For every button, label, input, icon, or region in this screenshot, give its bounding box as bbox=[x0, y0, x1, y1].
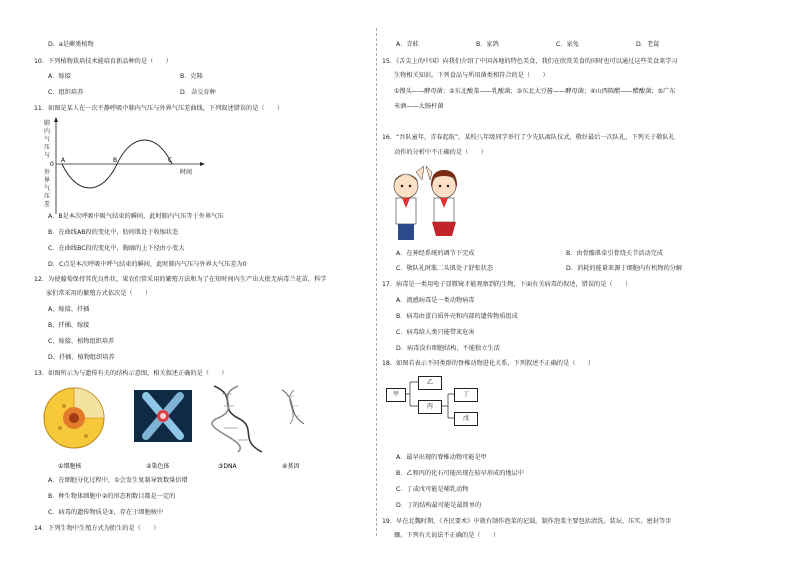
q12-option-a: A、嫁接、扦插 bbox=[48, 306, 90, 313]
ylabel-char: 气 bbox=[44, 136, 51, 143]
q11-pressure-curve-diagram bbox=[42, 116, 212, 218]
ylabel-char: 界 bbox=[44, 177, 51, 184]
q10-option-c: C．组织培养 bbox=[48, 89, 84, 96]
q15-stem-line1: 15．《舌尖上的中国》向我们介绍了中国各地的特色美食，我们在欣赏美食的同时也可以通过这些美食来学习 bbox=[382, 58, 678, 65]
q16-stem-line2: 动作的分析中不正确的是（ ） bbox=[394, 149, 487, 156]
q14-options bbox=[396, 41, 716, 49]
q18-option-a: A．最早出现的脊椎动物可能是甲 bbox=[396, 454, 487, 461]
q11-point-c: C bbox=[168, 157, 173, 164]
q11-axis-y-arrow bbox=[54, 117, 58, 122]
ylabel-char: 与 bbox=[44, 152, 51, 159]
q13-caption-dna: ③DNA bbox=[218, 463, 237, 470]
node-wu: 戊 bbox=[454, 412, 478, 426]
node-jia: 甲 bbox=[386, 388, 406, 402]
q11-point-b: B bbox=[113, 157, 118, 164]
ylabel-char: 压 bbox=[44, 144, 51, 151]
q17-stem: 17．病毒是一类用电子显微镜才能观察到的生物，下面有关病毒的叙述，错误的是（ ） bbox=[382, 281, 632, 288]
q11-option-d: D．C点是本次呼吸中呼气结束的瞬间，此时肺内气压与外界大气压差为0 bbox=[48, 261, 247, 268]
q11-option-b: B．在曲线AB段的变化中，肋间肌处于收缩状态 bbox=[48, 229, 179, 236]
q10-option-b: B．克隆 bbox=[180, 73, 203, 80]
q16-row1 bbox=[396, 250, 663, 258]
q18-evolution-tree bbox=[386, 374, 496, 450]
q13-stem: 13．如图所示为与遗传有关的结构示意图，相关叙述正确的是（ ） bbox=[34, 370, 228, 377]
q13-option-a: A．在细胞分化过程中，①会发生复制导致数量倍增 bbox=[48, 477, 188, 484]
cell-nucleus-illustration bbox=[44, 388, 104, 448]
q11-zero-label: 0 bbox=[50, 161, 54, 168]
q17-option-a: A．流感病毒是一类动物病毒 bbox=[396, 297, 475, 304]
ylabel-char: 差 bbox=[44, 201, 51, 208]
q16-option-b: B．由骨骼肌牵引骨绕关节活动完成 bbox=[566, 250, 664, 257]
q16-row2 bbox=[396, 265, 682, 273]
q12-stem-line2: 家们常采用的繁殖方式依次是（ ） bbox=[46, 290, 152, 297]
q14-option-c: C．家兔 bbox=[556, 41, 579, 48]
q10-option-d: D．杂交育种 bbox=[180, 89, 216, 96]
q13-caption-gene: ④基因 bbox=[282, 463, 300, 470]
q14-option-a: A．青蛙 bbox=[396, 41, 419, 48]
ylabel-char: 气 bbox=[44, 185, 51, 192]
q12-stem-line1: 12．为使葡萄保持其优良性状，果农们常采用的繁殖方法和为了在短时间内生产出大批无病毒兰花苗，科学 bbox=[34, 276, 327, 283]
q13-option-c: C．病毒的遗传物质是③，存在于细胞核中 bbox=[48, 509, 164, 516]
q13-caption-nucleus: ①细胞核 bbox=[58, 463, 82, 470]
node-yi: 乙 bbox=[418, 376, 442, 390]
q16-salute-illustration bbox=[386, 164, 466, 244]
q10-option-a: A．嫁接 bbox=[48, 73, 71, 80]
q11-option-c: C．在曲线BC段的变化中，胸廓的上下径由小变大 bbox=[48, 245, 185, 252]
q14-option-b: B．家鸽 bbox=[476, 41, 499, 48]
node-bing: 丙 bbox=[418, 400, 442, 414]
q11-stem: 11．如图是某人在一次平静呼吸中肺内气压与外界气压差曲线，下列叙述错误的是（ ） bbox=[34, 105, 284, 112]
q13-genetics-diagram bbox=[42, 382, 314, 472]
q18-option-d: D．丁的结构最可能是最简单的 bbox=[396, 502, 482, 509]
q17-option-d: D．病毒没有细胞结构，不能独立生活 bbox=[396, 345, 500, 352]
q14-stem: 14．下列生物中生殖方式为胎生的是（ ） bbox=[34, 525, 160, 532]
q12-option-c: C、嫁接、植物组织培养 bbox=[48, 338, 115, 345]
q13-caption-chromosome: ②染色体 bbox=[146, 463, 170, 470]
q11-point-a: A bbox=[61, 157, 66, 164]
column-divider bbox=[376, 28, 377, 536]
q16-stem-line1: 16．“吾队童年，青春起航”，某校八年级同学举行了少先队离队仪式，敬好最后一次队礼，下列关于敬队礼 bbox=[382, 134, 675, 141]
q11-x-axis-label: 时间 bbox=[180, 169, 193, 176]
q10-stem: 10．下列植物栽培技术能培育新品种的是（ ） bbox=[34, 58, 172, 65]
q15-options-line1: ①馒头——酵母菌；②东北酸菜——乳酸菌；③东北大豆酱——酵母菌；④山西陈醋——醋酸菌；⑤广东 bbox=[394, 88, 676, 95]
q18-option-c: C．丁或戊可能是哺乳动物 bbox=[396, 486, 469, 493]
q19-stem-line2: 骤。下列有关说法不正确的是（ ） bbox=[394, 532, 500, 539]
node-ding: 丁 bbox=[454, 388, 478, 402]
q11-option-a: A．B是本次呼吸中吸气结束的瞬间，此时肺内气压等于外界气压 bbox=[48, 213, 224, 220]
q16-option-d: D．消耗的能量来源于细胞内有机物的分解 bbox=[566, 265, 683, 272]
q16-option-a: A．在神经系统的调节下完成 bbox=[396, 250, 475, 257]
q17-option-c: C．病毒给人类只能带来危害 bbox=[396, 329, 475, 336]
q17-option-b: B．病毒由蛋白质外壳和内部的遗传物质组成 bbox=[396, 313, 518, 320]
girl-figure bbox=[426, 166, 457, 236]
ylabel-char: 外 bbox=[44, 169, 51, 176]
q16-option-c: C．敬队礼时肱二头肌处于舒张状态 bbox=[396, 265, 494, 272]
ylabel-char: 内 bbox=[44, 128, 51, 135]
chromosome-illustration bbox=[134, 390, 192, 442]
gene-illustration bbox=[282, 390, 304, 424]
q18-option-b: B．乙和丙的化石可能出现在较早形成的地层中 bbox=[396, 470, 524, 477]
q19-stem-line1: 19．早在北魏时期，《齐民要术》中就有制作泡菜的记载。制作泡菜主要包括清洗、装坛、压实、密封等步 bbox=[382, 518, 672, 525]
q15-options-line2: 米酒——大肠杆菌 bbox=[394, 103, 444, 110]
boy-figure bbox=[394, 166, 424, 240]
q12-option-b: B、扦插、嫁接 bbox=[48, 322, 90, 329]
q15-stem-line2: 生物相关知识。下列食品与所用菌类相符合的是（ ） bbox=[394, 72, 549, 79]
q18-stem: 18．如图若表示不同类群的脊椎动物进化关系，下列叙述不正确的是（ ） bbox=[382, 360, 595, 367]
q13-option-b: B．种生物体细胞中②的形态和数目都是一定的 bbox=[48, 493, 176, 500]
ylabel-char: 压 bbox=[44, 193, 51, 200]
q11-axis-x-arrow bbox=[200, 162, 205, 166]
dna-helix-illustration bbox=[212, 386, 262, 452]
q12-option-d: D、扦插、植物组织培养 bbox=[48, 354, 115, 361]
q9-option-d: D．a是蕨类植物 bbox=[48, 41, 94, 48]
ylabel-char: 肺 bbox=[44, 120, 51, 127]
q14-option-d: D．老鼠 bbox=[636, 41, 660, 48]
